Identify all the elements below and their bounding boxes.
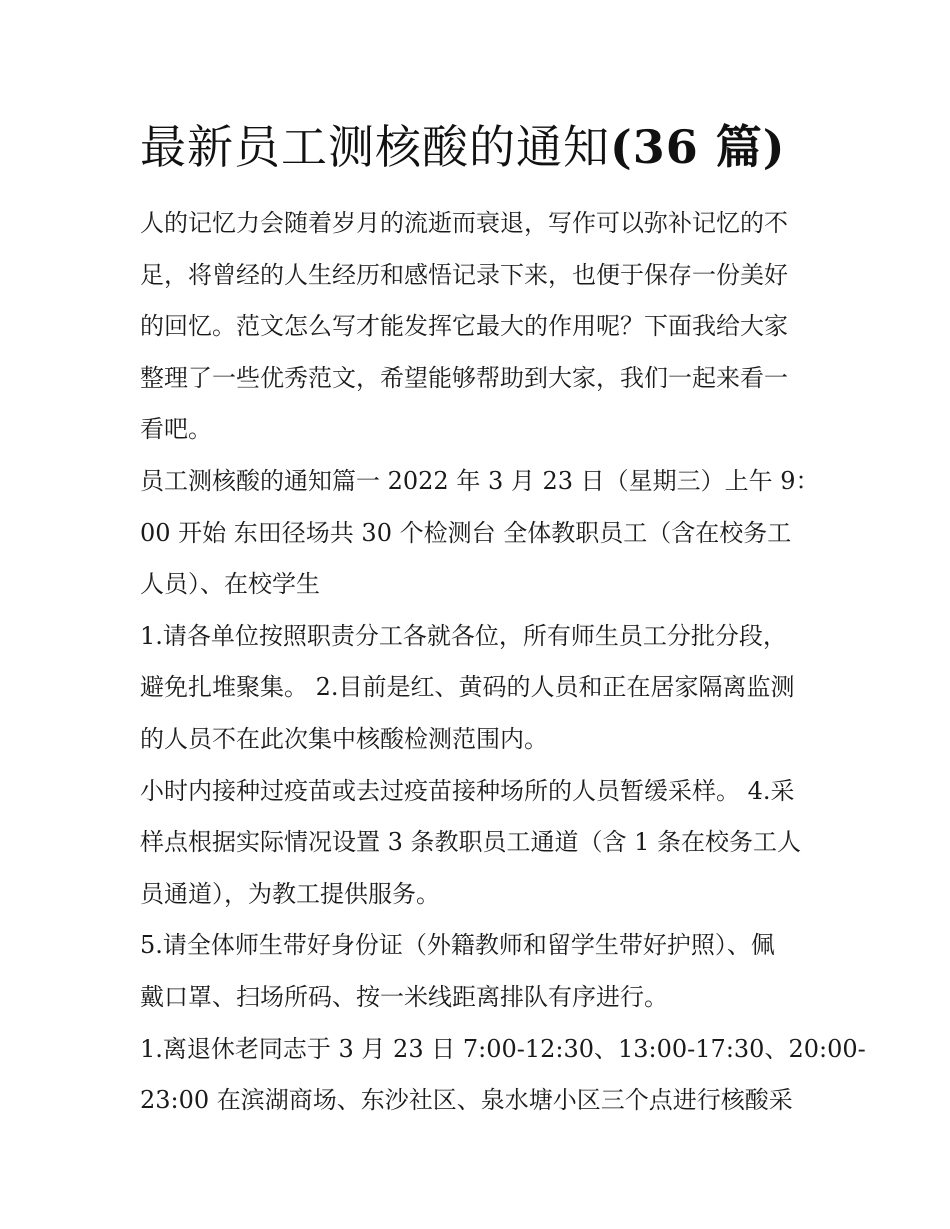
text-line: 1.请各单位按照职责分工各就各位，所有师生员工分批分段， xyxy=(140,621,787,650)
text-line: 员工测核酸的通知篇一 2022 年 3 月 23 日（星期三）上午 9： xyxy=(140,466,820,495)
text-line: 足，将曾经的人生经历和感悟记录下来，也便于保存一份美好 xyxy=(140,260,788,289)
text-line: 的回忆。范文怎么写才能发挥它最大的作用呢？下面我给大家 xyxy=(140,312,788,341)
title-suffix: (36 篇) xyxy=(610,120,786,174)
text-line: 1.离退休老同志于 3 月 23 日 7:00-12:30、13:00-17:30、20:00- xyxy=(140,1034,866,1063)
text-line: 的人员不在此次集中核酸检测范围内。 xyxy=(140,724,548,753)
document-title xyxy=(140,112,840,182)
text-line: 5.请全体师生带好身份证（外籍教师和留学生带好护照）、佩 xyxy=(140,931,775,960)
text-line: 看吧。 xyxy=(140,415,212,444)
text-line: 人员）、在校学生 xyxy=(140,570,320,599)
text-line: 员通道），为教工提供服务。 xyxy=(140,879,440,908)
text-line: 戴口罩、扫场所码、按一米线距离排队有序进行。 xyxy=(140,982,668,1011)
title-main: 最新员工测核酸的通知 xyxy=(140,120,610,174)
text-line: 23:00 在滨湖商场、东沙社区、泉水塘小区三个点进行核酸采 xyxy=(140,1086,793,1115)
text-line: 人的记忆力会随着岁月的流逝而衰退，写作可以弥补记忆的不 xyxy=(140,209,788,237)
text-line: 样点根据实际情况设置 3 条教职员工通道（含 1 条在校务工人 xyxy=(140,828,802,857)
text-line: 整理了一些优秀范文，希望能够帮助到大家，我们一起来看一 xyxy=(140,363,788,392)
text-line: 避免扎堆聚集。 2.目前是红、黄码的人员和正在居家隔离监测 xyxy=(140,673,795,702)
text-line: 00 开始 东田径场共 30 个检测台 全体教职员工（含在校务工 xyxy=(140,518,792,547)
text-line: 小时内接种过疫苗或去过疫苗接种场所的人员暂缓采样。 4.采 xyxy=(140,776,795,805)
document-body xyxy=(140,198,866,1127)
